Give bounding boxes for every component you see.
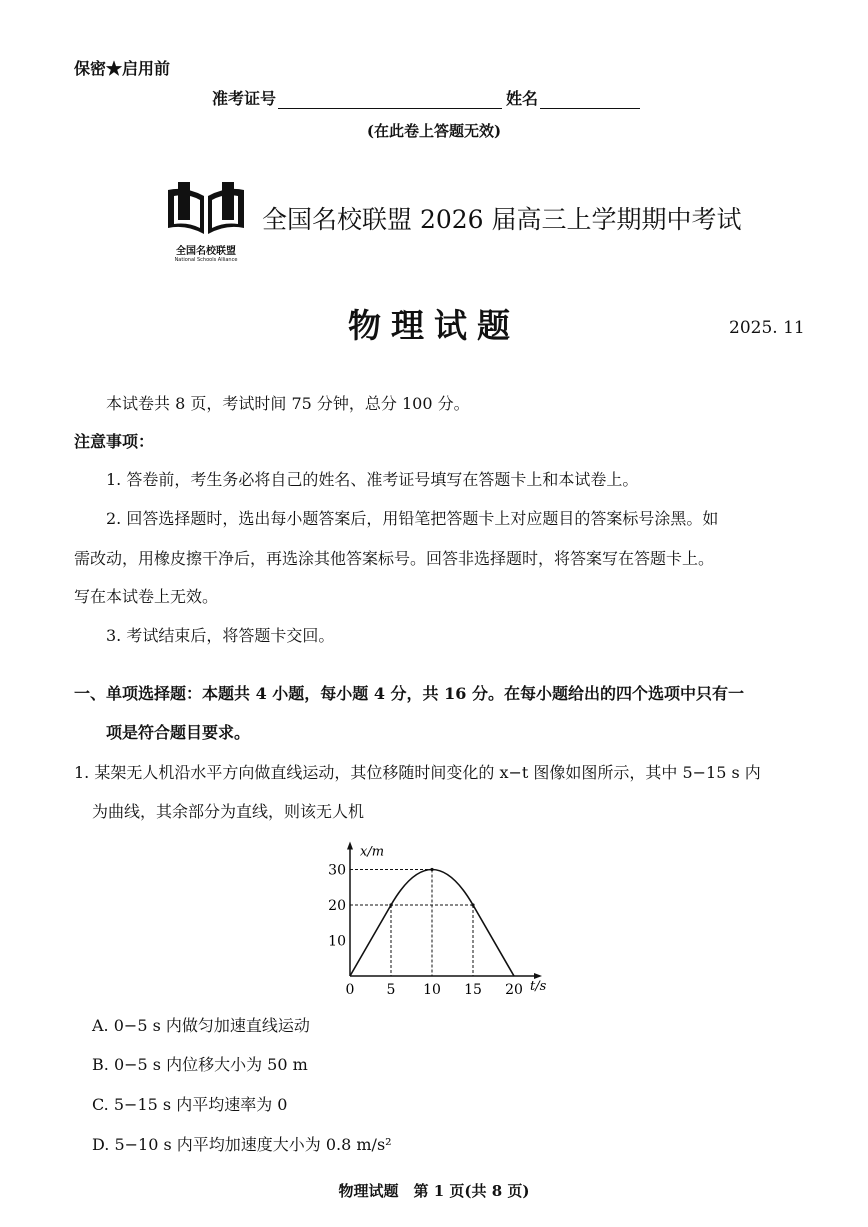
option-b-letter: B.	[92, 1055, 109, 1074]
xt-graph-svg	[320, 838, 560, 1008]
exam-id-label: 准考证号	[212, 89, 277, 108]
option-c-text: 5−15 s 内平均速率为 0	[113, 1095, 288, 1114]
logo-name-en: National Schools Alliance	[174, 257, 238, 263]
notice-item-2-line-3: 写在本试卷上无效。	[74, 587, 219, 606]
x-tick-label: 20	[505, 982, 523, 998]
option-a-letter: A.	[92, 1016, 109, 1035]
subject-title: 物理试题	[348, 306, 520, 345]
option-a-text: 0−5 s 内做匀加速直线运动	[113, 1016, 310, 1035]
notice-item-1: 1. 答卷前，考生务必将自己的姓名、准考证号填写在答题卡上和本试卷上。	[106, 470, 639, 489]
option-b	[92, 1055, 308, 1075]
xt-graph	[320, 838, 560, 1008]
exam-title: 全国名校联盟 2026 届高三上学期期中考试	[262, 205, 742, 234]
invalid-note: (在此卷上答题无效)	[366, 122, 502, 140]
option-b-text: 0−5 s 内位移大小为 50 m	[113, 1055, 308, 1074]
question-1-stem: 1. 某架无人机沿水平方向做直线运动，其位移随时间变化的 x−t 图像如图所示，其中 5−15 s 内	[74, 763, 761, 782]
candidate-info-row	[212, 86, 644, 109]
exam-id-field[interactable]	[278, 90, 502, 109]
book-icon	[160, 180, 252, 236]
name-field[interactable]	[540, 90, 640, 109]
y-tick-label: 20	[328, 898, 346, 914]
exam-date: 2025. 11	[729, 318, 805, 338]
option-a	[92, 1016, 310, 1036]
option-c-letter: C.	[92, 1095, 109, 1114]
y-axis-label: x/m	[360, 844, 385, 860]
section-1-heading: 一、单项选择题：本题共 4 小题，每小题 4 分，共 16 分。在每小题给出的四个选项中只有一	[74, 684, 744, 703]
y-tick-label: 30	[328, 862, 346, 879]
notice-item-2-line-1: 2. 回答选择题时，选出每小题答案后，用铅笔把答题卡上对应题目的答案标号涂黑。如	[106, 509, 719, 528]
y-axis-arrow	[347, 842, 353, 850]
intro-text: 本试卷共 8 页，考试时间 75 分钟，总分 100 分。	[106, 394, 470, 413]
option-d-letter: D.	[92, 1135, 110, 1154]
option-c	[92, 1095, 287, 1115]
y-tick-label: 10	[328, 933, 346, 950]
x-tick-label: 10	[423, 982, 441, 998]
notice-item-2-line-2: 需改动，用橡皮擦干净后，再选涂其他答案标号。回答非选择题时，将答案写在答题卡上。	[74, 549, 715, 568]
question-1-stem-cont: 为曲线，其余部分为直线，则该无人机	[92, 802, 365, 821]
alliance-logo	[160, 180, 252, 266]
notice-item-3: 3. 考试结束后，将答题卡交回。	[106, 626, 335, 645]
x-tick-label: 15	[464, 982, 482, 998]
notice-heading: 注意事项：	[74, 432, 155, 451]
x-axis-label: t/s	[530, 979, 547, 994]
section-1-heading-cont: 项是符合题目要求。	[106, 723, 251, 742]
page-footer: 物理试题 第 1 页(共 8 页)	[338, 1182, 530, 1200]
name-label: 姓名	[506, 89, 539, 108]
logo-name-cn: 全国名校联盟	[176, 246, 236, 257]
data-point	[471, 903, 474, 906]
option-d-text: 5−10 s 内平均加速度大小为 0.8 m/s²	[114, 1135, 392, 1154]
data-point	[430, 868, 433, 871]
option-d	[92, 1135, 392, 1155]
confidential-label: 保密★启用前	[74, 59, 171, 78]
x-tick-label: 5	[386, 982, 396, 998]
x-tick-label: 0	[345, 982, 355, 998]
data-point	[389, 903, 392, 906]
